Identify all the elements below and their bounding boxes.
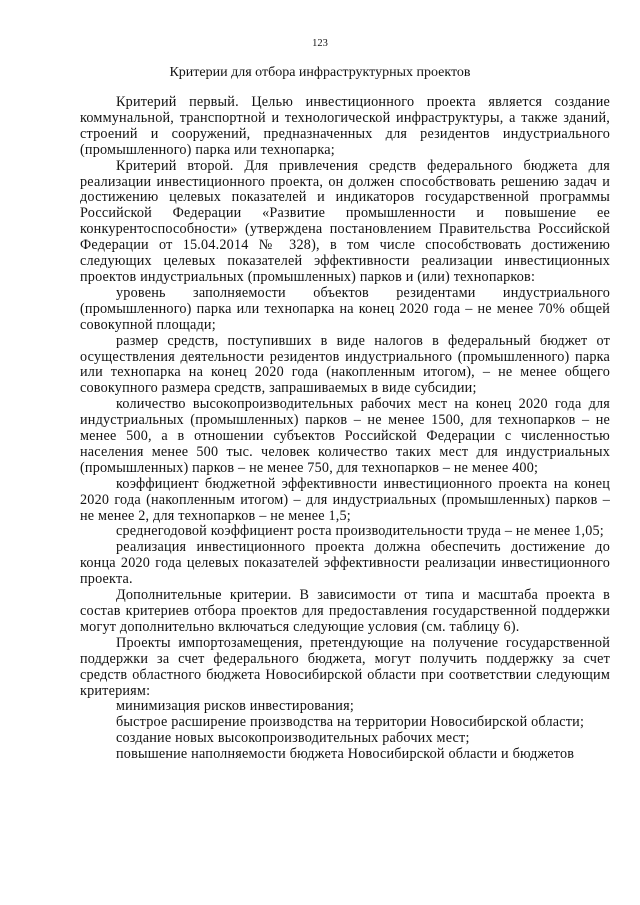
paragraph-target-indicators: реализация инвестиционного проекта должна обеспечить достижение до конца 2020 года целевых показателей эффективности реализации инвестиционного проекта. [80, 539, 610, 588]
paragraph-criterion-one: Критерий первый. Целью инвестиционного проекта является создание коммунальной, транспортной и технологической инфраструктуры, а также зданий, строений и сооружений, предназначенных для резидентов индустриального (промышленного) парка или технопарка; [80, 94, 610, 158]
paragraph-budget-filling: повышение наполняемости бюджета Новосибирской области и бюджетов [116, 746, 575, 763]
paragraph-budget-efficiency: коэффициент бюджетной эффективности инвестиционного проекта на конец 2020 года (накопленным итогом) – для индустриальных (промышленных) парков – не менее 2, для технопарков – не менее 1,5; [80, 475, 610, 524]
section-heading: Критерии для отбора инфраструктурных проектов [169, 65, 471, 80]
paragraph-jobs-count: количество высокопроизводительных рабочих мест на конец 2020 года для индустриальных (промышленных) парков – не менее 1500, для технопарков – не менее 500, а в отношении субъектов Российской Федерации с численностью населения менее 500 тыс. человек количество таких мест для индустриальных (промышленных) парков – не менее 750, для технопарков – не менее 400; [80, 396, 610, 476]
document-body [80, 95, 610, 763]
paragraph-productivity-growth: среднегодовой коэффициент роста производительности труда – не менее 1,05; [116, 523, 604, 540]
paragraph-criterion-two: Критерий второй. Для привлечения средств федерального бюджета для реализации инвестиционного проекта, он должен способствовать решению задач и достижению целевых показателей и индикаторов государственной программы Российской Федерации «Развитие промышленности и повышение ее конкурентоспособности» (утверждена постановлением Правительства Российской Федерации от 15.04.2014 № 328), в том числе способствовать достижению следующих целевых показателей эффективности реализации инвестиционных проектов индустриальных (промышленных) парков и (или) технопарков: [80, 157, 610, 285]
paragraph-tax-revenue: размер средств, поступивших в виде налогов в федеральный бюджет от осуществления деятельности резидентов индустриального (промышленного) парка или технопарка на конец 2020 года (накопленным итогом), – не менее общего совокупного размера средств, запрашиваемых в виде субсидии; [80, 332, 610, 397]
paragraph-risk-minimization: минимизация рисков инвестирования; [116, 698, 354, 715]
page-number: 123 [312, 38, 328, 49]
paragraph-occupancy-level: уровень заполняемости объектов резидентами индустриального (промышленного) парка или технопарка на конец 2020 года – не менее 70% общей совокупной площади; [80, 284, 610, 333]
paragraph-new-jobs: создание новых высокопроизводительных рабочих мест; [116, 730, 470, 747]
paragraph-additional-criteria: Дополнительные критерии. В зависимости от типа и масштаба проекта в состав критериев отбора проектов для предоставления государственной поддержки могут дополнительно включаться следующие условия (см. таблицу 6). [80, 587, 610, 635]
paragraph-production-expansion: быстрое расширение производства на территории Новосибирской области; [116, 714, 585, 731]
paragraph-import-substitution: Проекты импортозамещения, претендующие на получение государственной поддержки за счет федерального бюджета, могут получить поддержку за счет средств областного бюджета Новосибирской области при соответствии следующим критериям: [80, 634, 610, 699]
